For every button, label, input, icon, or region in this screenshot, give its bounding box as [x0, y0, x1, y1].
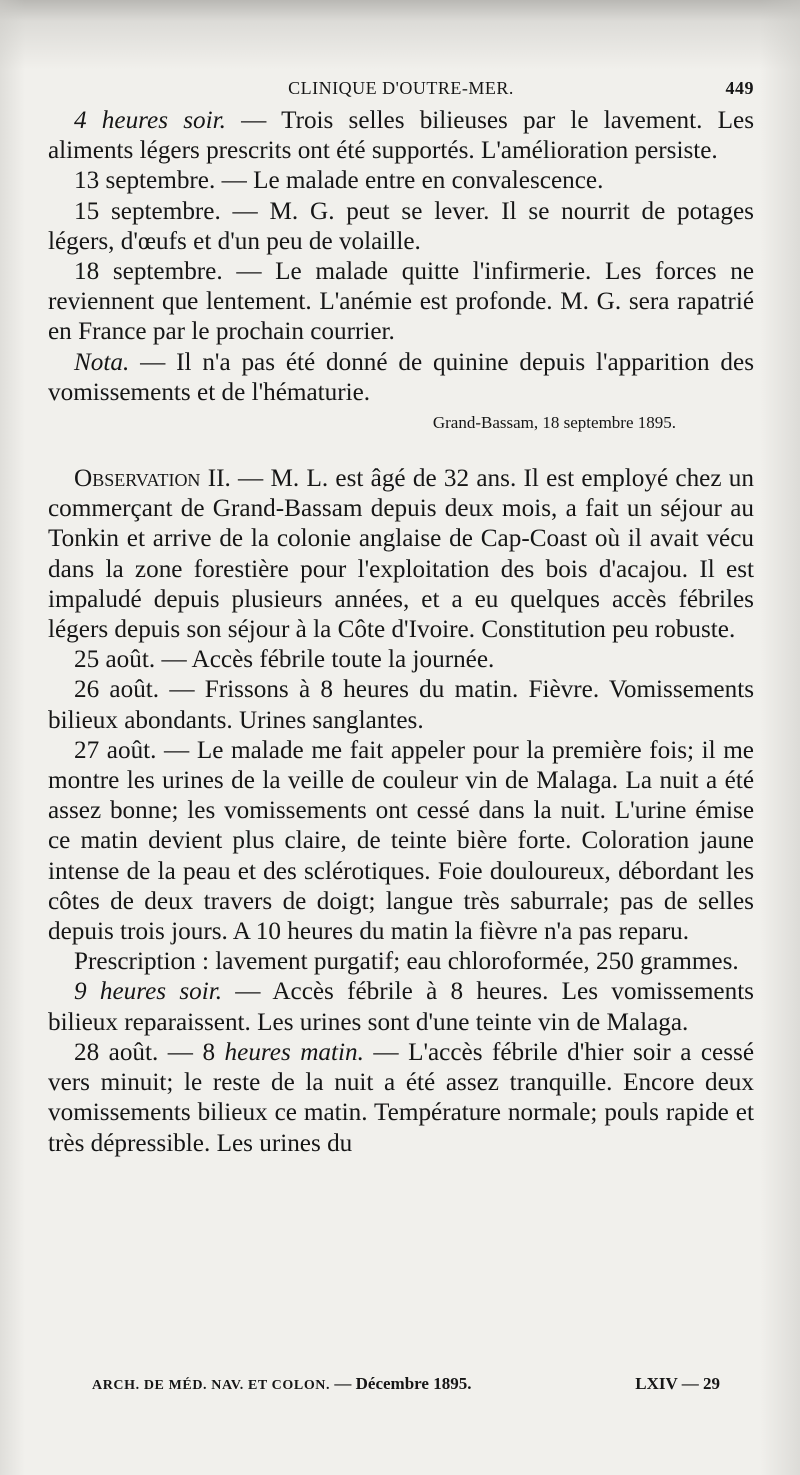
scan-shadow-left [0, 0, 25, 1475]
body-text [48, 106, 754, 1159]
place-date-line: Grand-Bassam, 18 septembre 1895. [432, 413, 676, 433]
scan-shadow-top [0, 0, 800, 70]
time-label: 9 heures soir. [74, 978, 223, 1006]
date-lead: 28 août. — 8 [74, 1038, 225, 1066]
running-header [48, 72, 754, 106]
nota-label: Nota. [74, 348, 130, 376]
paragraph-13-septembre: 13 septembre. — Le malade entre en convalescence. [74, 167, 604, 195]
signature-mark: LXIV — 29 [635, 1374, 720, 1393]
paragraph-text: — M. L. est âgé de 32 ans. Il est employé chez un commerçant de Grand-Bassam depuis deux mois, a fait un séjour au Tonkin et arrive de la colonie anglaise de Cap-Coast où il avait vécu dans la zone forestière pour l'exploitation des bois d'acajou. Il est impaludé depuis plusieurs années, et a eu quelques accès fébriles légers depuis son séjour à la Côte d'Ivoire. Constitution peu robuste. [48, 465, 754, 644]
scan-shadow-right [760, 0, 800, 1475]
journal-date: — Décembre 1895. [334, 1374, 472, 1393]
page-number: 449 [725, 78, 754, 98]
paragraph-prescription: Prescription : lavement purgatif; eau chloroformée, 250 grammes. [74, 948, 739, 976]
time-label: 4 heures soir. [74, 107, 226, 134]
paragraph-9-heures-soir [48, 977, 754, 1037]
document-page [48, 72, 754, 1159]
paragraph-text: — L'accès fébrile d'hier soir a cessé vers minuit; le reste de la nuit a été assez tranquille. Encore deux vomissements bilieux ce matin. Température normale; pouls rapide et très dépressible. Les urines du [48, 1038, 755, 1157]
paragraph-28-aout [48, 1038, 754, 1159]
time-label: heures matin. [224, 1038, 364, 1066]
paragraph-observation-ii [48, 464, 754, 645]
paragraph-4-heures-soir [48, 106, 754, 166]
paragraph-text: — Il n'a pas été donné de quinine depuis l'apparition des vomissements et de l'hématurie. [48, 348, 754, 406]
journal-abbreviation: ARCH. DE MÉD. NAV. ET COLON. [92, 1378, 331, 1393]
page-footer [48, 1372, 754, 1398]
paragraph-nota [48, 348, 754, 408]
paragraph-text: — Trois selles bilieuses par le lavement. Les aliments légers prescrits ont été supportés. L'amélioration persiste. [48, 107, 754, 165]
running-title: CLINIQUE D'OUTRE-MER. [288, 78, 514, 98]
paragraph-15-septembre: 15 septembre. — M. G. peut se lever. Il se nourrit de potages légers, d'œufs et d'un peu de volaille. [48, 197, 754, 255]
paragraph-25-aout: 25 août. — Accès fébrile toute la journée. [74, 646, 495, 674]
paragraph-18-septembre: 18 septembre. — Le malade quitte l'infirmerie. Les forces ne reviennent que lentement. L'anémie est profonde. M. G. sera rapatrié en France par le prochain courrier. [48, 258, 754, 346]
journal-citation [92, 1374, 471, 1394]
observation-label: Observation II. [74, 465, 231, 493]
paragraph-text: — Accès fébrile à 8 heures. Les vomissements bilieux reparaissent. Les urines sont d'une teinte vin de Malaga. [48, 978, 754, 1036]
paragraph-26-aout: 26 août. — Frissons à 8 heures du matin. Fièvre. Vomissements bilieux abondants. Urines sanglantes. [48, 676, 754, 734]
paragraph-27-aout: 27 août. — Le malade me fait appeler pour la première fois; il me montre les urines de la veille de couleur vin de Malaga. La nuit a été assez bonne; les vomissements ont cessé dans la nuit. L'urine émise ce matin devient plus claire, de teinte bière forte. Coloration jaune intense de la peau et des sclérotiques. Foie douloureux, débordant les côtes de deux travers de doigt; langue très saburrale; pas de selles depuis trois jours. A 10 heures du matin la fièvre n'a pas reparu. [48, 736, 754, 946]
